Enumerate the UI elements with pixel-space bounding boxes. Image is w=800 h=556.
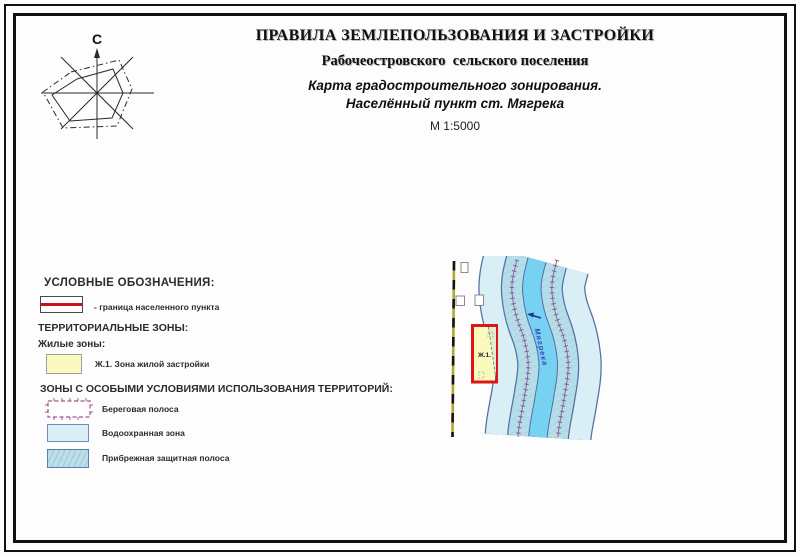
water-protection-swatch	[47, 424, 89, 442]
coastal-protective-swatch	[47, 449, 89, 468]
territorial-zones-heading: ТЕРРИТОРИАЛЬНЫЕ ЗОНЫ:	[38, 322, 189, 334]
residential-zones-heading: Жилые зоны:	[38, 339, 106, 350]
compass-star	[41, 48, 154, 139]
zoning-map	[448, 256, 610, 440]
river-name-label: Мягрека	[532, 327, 550, 367]
north-arrow-icon	[94, 48, 100, 58]
legend-heading: УСЛОВНЫЕ ОБОЗНАЧЕНИЯ:	[44, 277, 215, 289]
settlement-subtitle: Рабочеостровского сельского поселения	[321, 53, 589, 69]
settlement-boundary-line	[41, 303, 82, 306]
page-title: ПРАВИЛА ЗЕМЛЕПОЛЬЗОВАНИЯ И ЗАСТРОЙКИ	[255, 27, 655, 44]
compass-rose	[35, 26, 165, 152]
zone-code-label: Ж.1.	[477, 352, 492, 359]
residential-zone-swatch	[46, 354, 82, 374]
north-label: С	[91, 31, 103, 47]
scale-label: М 1:5000	[429, 119, 481, 133]
residential-zone-label: Ж.1. Зона жилой застройки	[95, 359, 210, 369]
shore-strip-label: Береговая полоса	[102, 404, 179, 414]
coastal-protective-label: Прибрежная защитная полоса	[102, 453, 230, 463]
special-zones-heading: ЗОНЫ С ОСОБЫМИ УСЛОВИЯМИ ИСПОЛЬЗОВАНИЯ ТЕРРИТОРИЙ:	[40, 383, 393, 395]
shore-strip-swatch	[44, 397, 94, 421]
map-kind-subtitle: Карта градостроительного зонирования.	[308, 78, 602, 93]
locality-subtitle: Населённый пункт ст. Мягрека	[345, 96, 565, 111]
settlement-boundary-swatch	[40, 296, 83, 313]
header	[124, 27, 786, 133]
settlement-boundary-label: - граница населенного пункта	[94, 302, 220, 312]
residential-zone	[473, 326, 497, 383]
water-protection-label: Водоохранная зона	[102, 428, 185, 438]
settlement-line	[453, 261, 455, 437]
